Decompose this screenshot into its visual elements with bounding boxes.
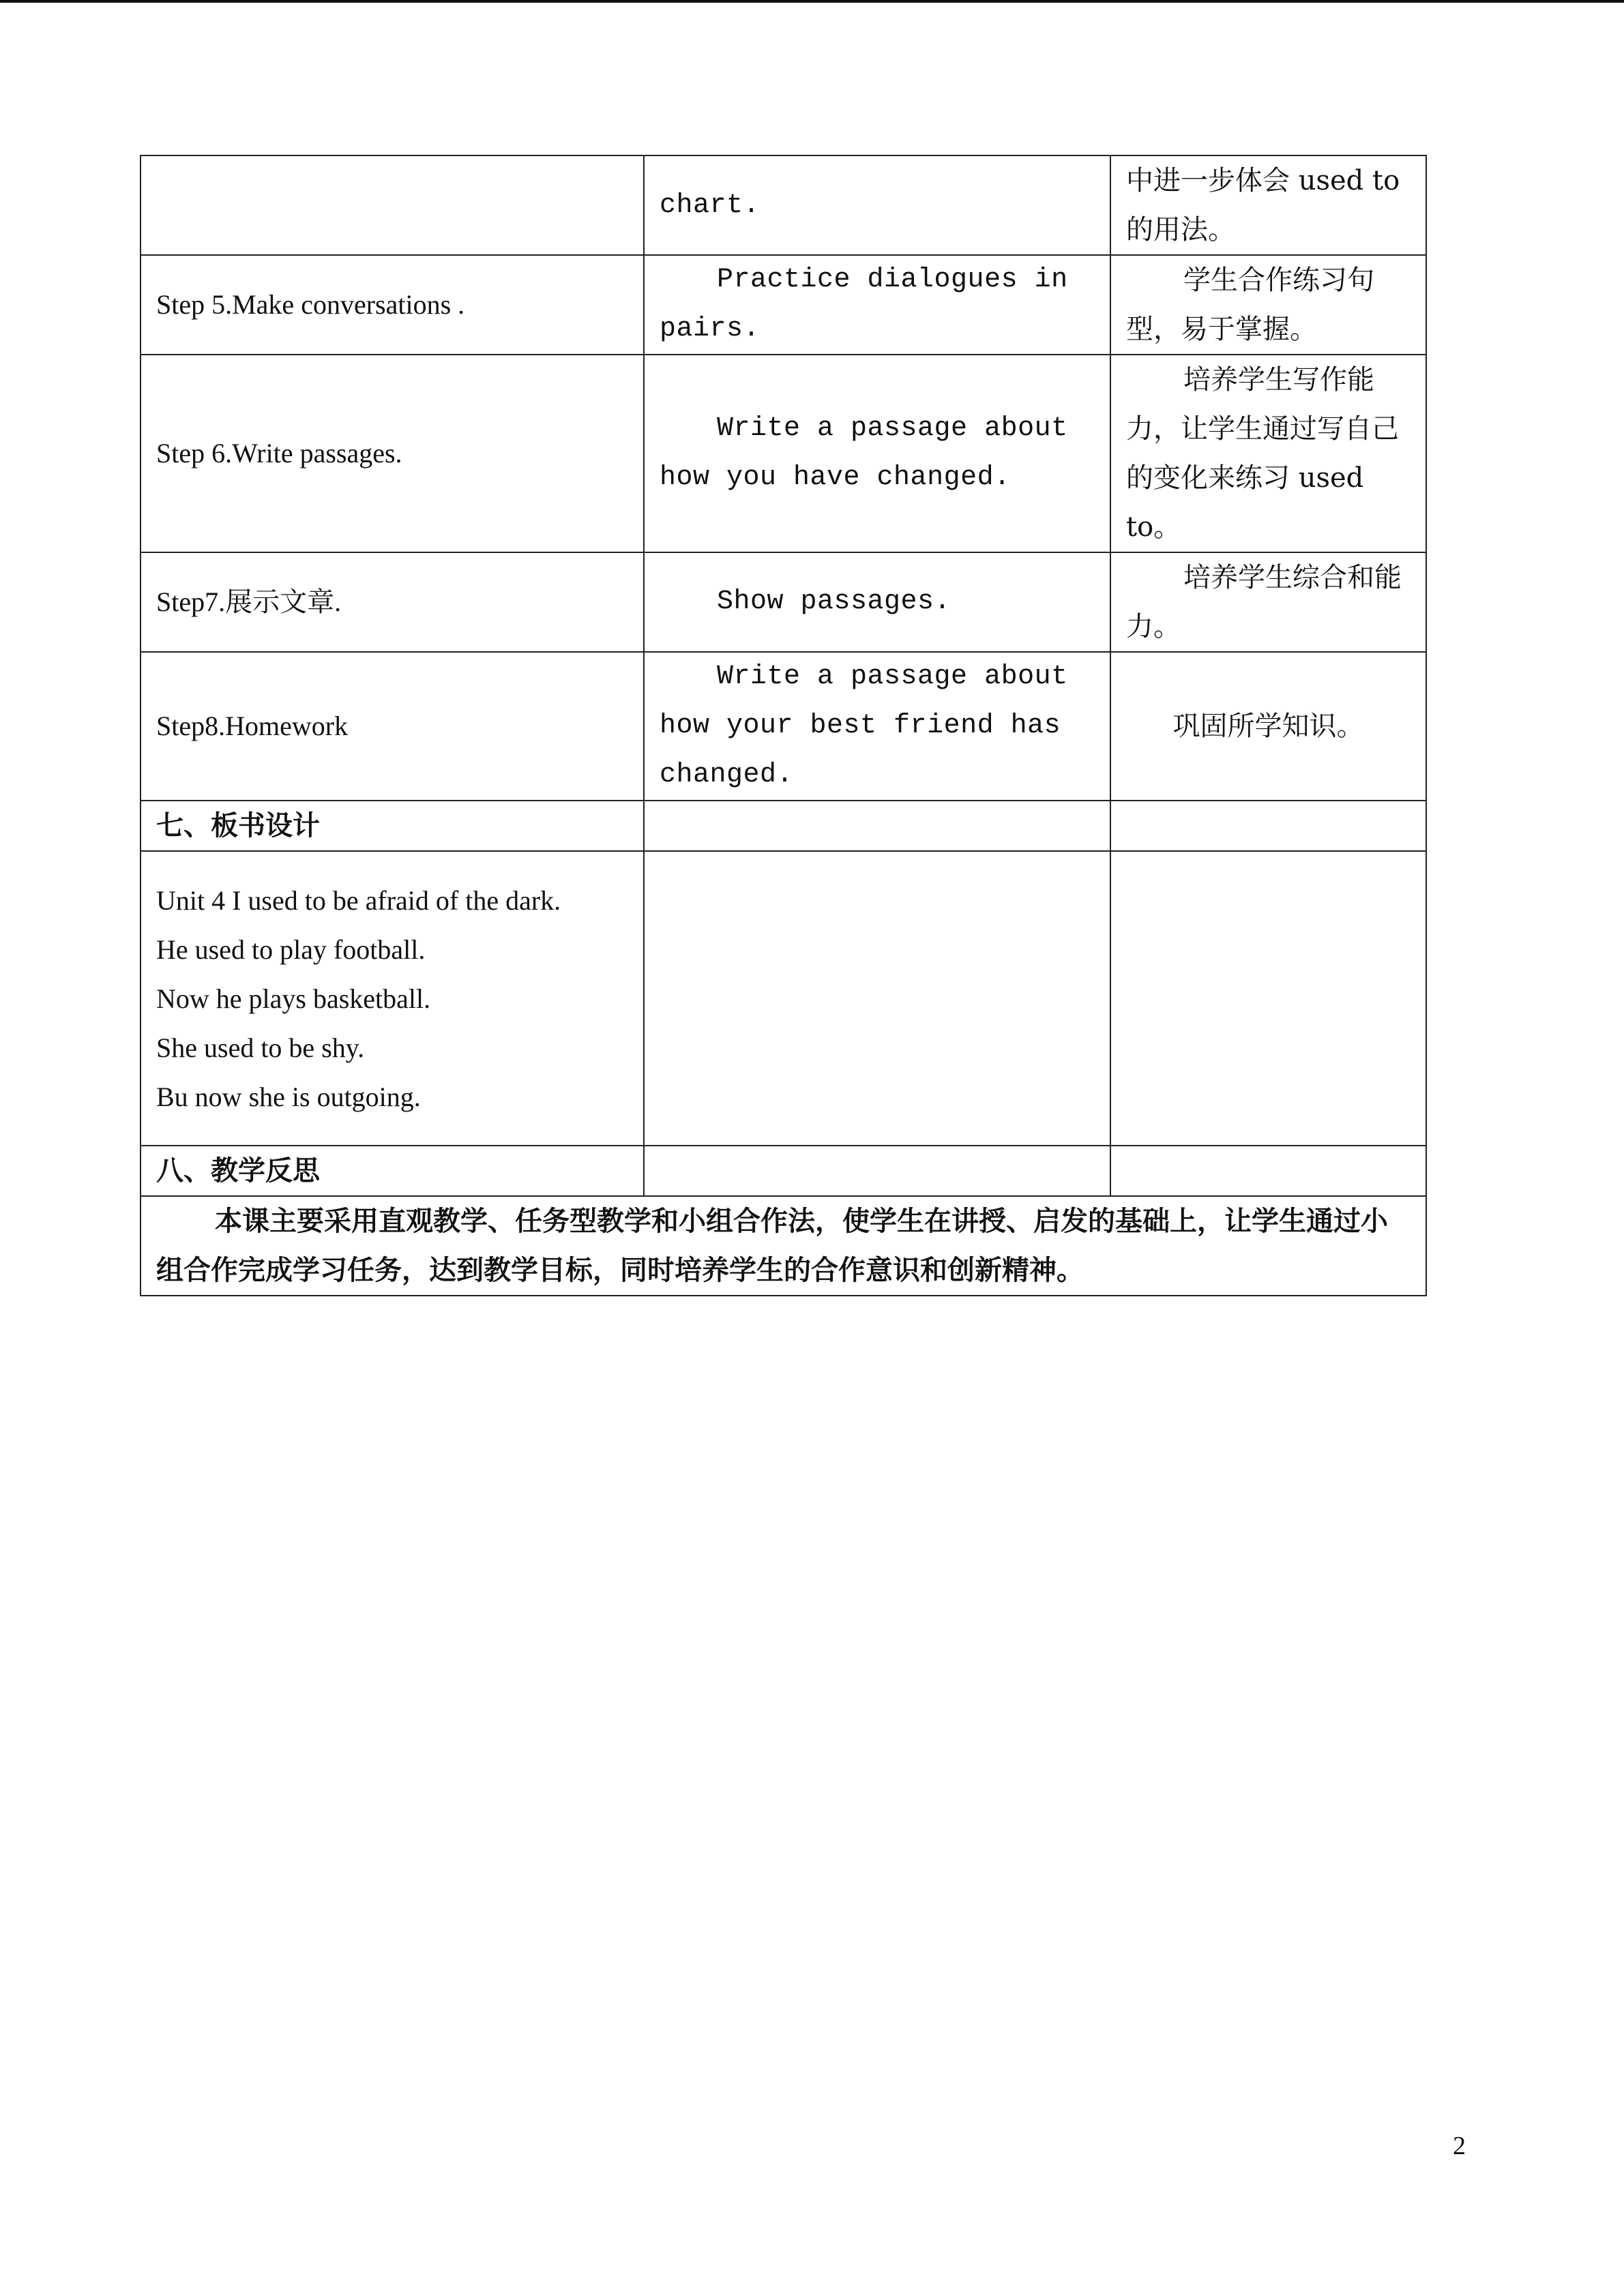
step-cell: Step7.展示文章. <box>141 552 644 652</box>
purpose-cell: 培养学生写作能力，让学生通过写自己的变化来练习 used to。 <box>1110 355 1426 552</box>
activity-cell: Write a passage about how you have changed. <box>644 355 1110 552</box>
empty-cell <box>644 801 1110 851</box>
table-row <box>141 355 1426 552</box>
purpose-cell: 培养学生综合和能力。 <box>1110 552 1426 652</box>
board-line: Unit 4 I used to be afraid of the dark. <box>156 885 561 916</box>
table-row <box>141 255 1426 355</box>
lesson-plan-table <box>140 155 1427 1296</box>
empty-cell <box>1110 801 1426 851</box>
board-line: Bu now she is outgoing. <box>156 1082 421 1112</box>
empty-cell <box>1110 851 1426 1146</box>
page-top-border <box>0 0 1624 3</box>
step-cell: Step8.Homework <box>141 652 644 801</box>
board-line: Now he plays basketball. <box>156 983 431 1014</box>
purpose-cell: 中进一步体会 used to 的用法。 <box>1110 155 1426 255</box>
purpose-cell: 学生合作练习句型，易于掌握。 <box>1110 255 1426 355</box>
table-row <box>141 801 1426 851</box>
page-number: 2 <box>1453 2132 1466 2160</box>
board-line: She used to be shy. <box>156 1032 365 1063</box>
activity-cell: Practice dialogues in pairs. <box>644 255 1110 355</box>
table-row <box>141 851 1426 1146</box>
table-row <box>141 155 1426 255</box>
table-row <box>141 652 1426 801</box>
empty-cell <box>644 851 1110 1146</box>
purpose-cell: 巩固所学知识。 <box>1110 652 1426 801</box>
activity-cell: Write a passage about how your best friend has changed. <box>644 652 1110 801</box>
activity-cell: Show passages. <box>644 552 1110 652</box>
table-row <box>141 1146 1426 1196</box>
board-line: He used to play football. <box>156 934 426 965</box>
board-design-content <box>141 851 644 1146</box>
board-design-heading: 七、板书设计 <box>141 801 644 851</box>
table-row <box>141 1196 1426 1296</box>
reflection-heading: 八、教学反思 <box>141 1146 644 1196</box>
activity-cell: chart. <box>644 155 1110 255</box>
step-cell <box>141 155 644 255</box>
empty-cell <box>1110 1146 1426 1196</box>
reflection-text: 本课主要采用直观教学、任务型教学和小组合作法，使学生在讲授、启发的基础上，让学生通过小组合作完成学习任务，达到教学目标，同时培养学生的合作意识和创新精神。 <box>141 1196 1426 1296</box>
step-cell: Step 5.Make conversations . <box>141 255 644 355</box>
step-cell: Step 6.Write passages. <box>141 355 644 552</box>
empty-cell <box>644 1146 1110 1196</box>
table-row <box>141 552 1426 652</box>
